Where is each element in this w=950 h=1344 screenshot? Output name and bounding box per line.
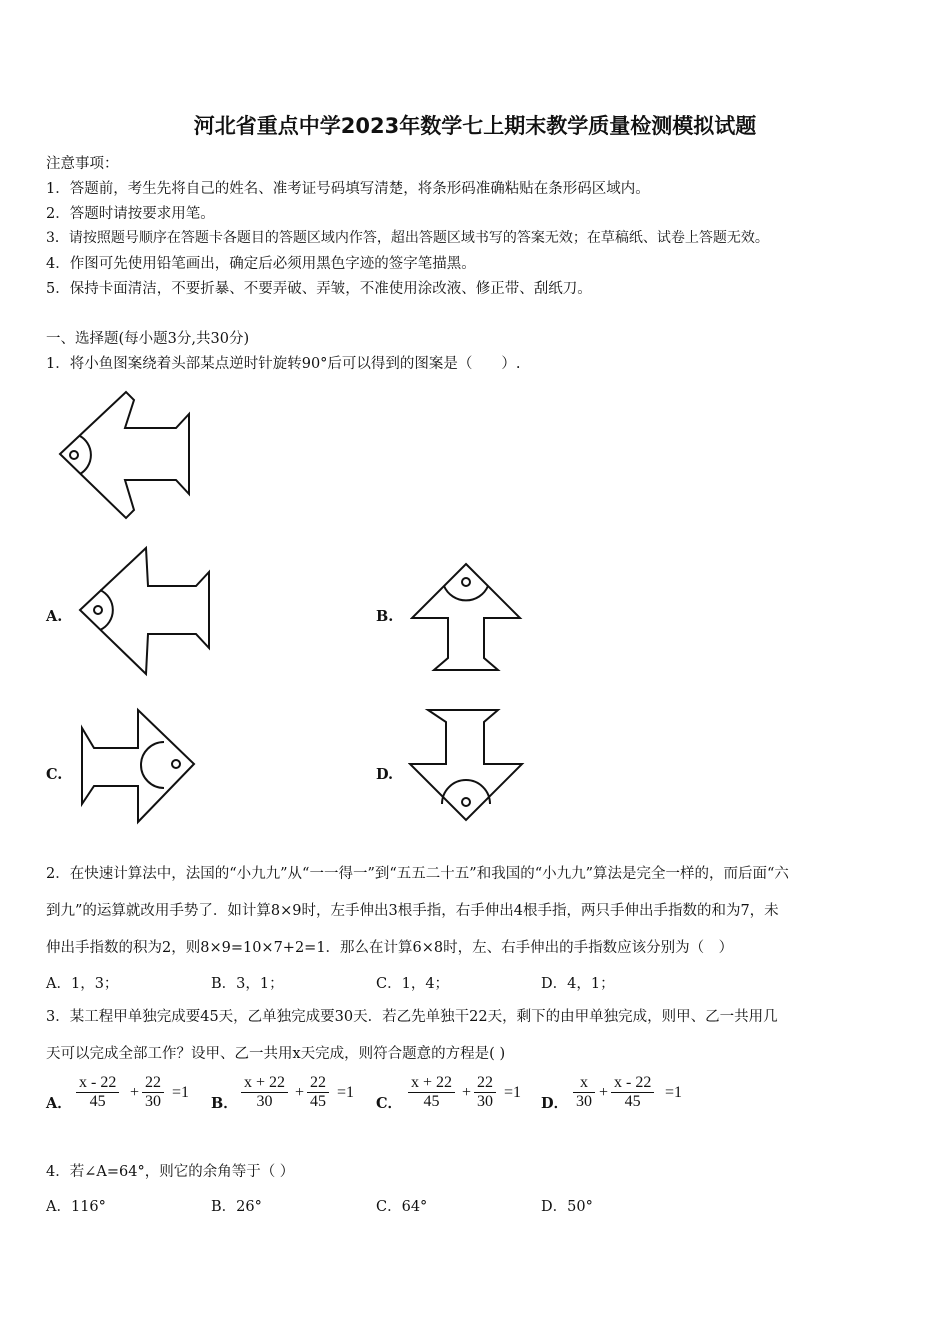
- question-1-text: 1．将小鱼图案绕着头部某点逆时针旋转90°后可以得到的图案是（ ）.: [46, 356, 521, 372]
- fraction: [307, 1074, 329, 1111]
- notice-item: 2．答题时请按要求用笔。: [46, 206, 215, 222]
- q1-option-b-label: B.: [376, 608, 394, 625]
- q3-option-a[interactable]: [46, 1074, 206, 1124]
- section-heading: 一、选择题(每小题3分,共30分): [46, 331, 250, 347]
- fish-option-a-figure[interactable]: [76, 544, 216, 680]
- question-2-text: 2．在快速计算法中，法国的“小九九”从“一一得一”到“五五二十五”和我国的“小九九”算法是完全一样的，而后面“六: [46, 866, 789, 882]
- plus-sign: +: [462, 1084, 472, 1101]
- equals-one: =1: [172, 1084, 190, 1101]
- q3-option-label: C．: [376, 1095, 403, 1112]
- question-4-text: 4．若∠A=64°，则它的余角等于（ ）: [46, 1164, 295, 1180]
- fraction-numerator: x: [580, 1074, 588, 1091]
- q2-option-d[interactable]: D．4，1；: [541, 976, 615, 992]
- question-3-text: 3．某工程甲单独完成要45天，乙单独完成要30天．若乙先单独干22天，剩下的由甲单独完成，则甲、乙一共用几: [46, 1009, 778, 1025]
- fraction-numerator: x + 22: [244, 1074, 286, 1091]
- q3-option-label: A．: [46, 1095, 72, 1112]
- q4-option-c[interactable]: C．64°: [376, 1199, 428, 1215]
- equals-one: =1: [337, 1084, 355, 1101]
- fraction-numerator: x - 22: [614, 1074, 652, 1091]
- fish-option-b-figure[interactable]: [410, 562, 526, 674]
- q4-option-b[interactable]: B．26°: [211, 1199, 262, 1215]
- question-2-text: 到九”的运算就改用手势了．如计算8×9时，左手伸出3根手指，右手伸出4根手指，两只手伸出手指数的和为7，未: [46, 903, 779, 919]
- fraction-denominator: 45: [76, 1092, 119, 1111]
- plus-sign: +: [130, 1084, 140, 1101]
- q4-option-a[interactable]: A．116°: [46, 1199, 106, 1215]
- q3-option-label: D．: [541, 1095, 569, 1112]
- q3-option-b[interactable]: [211, 1074, 371, 1124]
- q4-option-d[interactable]: D．50°: [541, 1199, 593, 1215]
- fraction-denominator: 30: [142, 1092, 164, 1111]
- fraction-denominator: 45: [307, 1092, 329, 1111]
- fraction: [573, 1074, 595, 1111]
- notice-heading: 注意事项：: [46, 156, 119, 172]
- fraction: [142, 1074, 164, 1111]
- fraction-denominator: 30: [474, 1092, 496, 1111]
- fraction: [611, 1074, 654, 1111]
- fraction-denominator: 30: [241, 1092, 288, 1111]
- q2-option-c[interactable]: C．1，4；: [376, 976, 450, 992]
- fraction: [474, 1074, 496, 1111]
- plus-sign: +: [295, 1084, 305, 1101]
- exam-title: 河北省重点中学2023年数学七上期末教学质量检测模拟试题: [193, 114, 757, 138]
- q1-option-d-label: D.: [376, 766, 394, 783]
- equals-one: =1: [504, 1084, 522, 1101]
- q2-option-b[interactable]: B．3，1；: [211, 976, 284, 992]
- question-2-text: 伸出手指数的积为2，则8×9=10×7+2=1．那么在计算6×8时，左、右手伸出的手指数应该分别为（ ）: [46, 940, 734, 956]
- fish-option-d-figure[interactable]: [408, 708, 528, 826]
- notice-item: 5．保持卡面清洁，不要折暴、不要弄破、弄皱，不准使用涂改液、修正带、刮纸刀。: [46, 281, 592, 297]
- fraction: [76, 1074, 119, 1111]
- fraction-denominator: 45: [611, 1092, 654, 1111]
- notice-item: 3．请按照题号顺序在答题卡各题目的答题区域内作答，超出答题区域书写的答案无效；在草稿纸、试卷上答题无效。: [46, 230, 769, 246]
- q1-option-c-label: C.: [46, 766, 63, 783]
- fraction: [241, 1074, 288, 1111]
- fraction-numerator: 22: [145, 1074, 161, 1091]
- question-3-text: 天可以完成全部工作？设甲、乙一共用x天完成，则符合题意的方程是( ): [46, 1046, 506, 1062]
- notice-item: 4．作图可先使用铅笔画出，确定后必须用黑色字迹的签字笔描黑。: [46, 256, 476, 272]
- q3-option-c[interactable]: [376, 1074, 536, 1124]
- q3-option-label: B．: [211, 1095, 238, 1112]
- fraction-numerator: 22: [310, 1074, 326, 1091]
- q3-option-d[interactable]: [541, 1074, 701, 1124]
- notice-item: 1．答题前，考生先将自己的姓名、准考证号码填写清楚，将条形码准确粘贴在条形码区域内。: [46, 181, 650, 197]
- fraction-denominator: 30: [573, 1092, 595, 1111]
- equals-one: =1: [665, 1084, 683, 1101]
- fish-original-figure: [56, 388, 196, 524]
- plus-sign: +: [599, 1084, 609, 1101]
- fish-option-c-figure[interactable]: [80, 706, 200, 826]
- fraction-numerator: x + 22: [411, 1074, 453, 1091]
- q2-option-a[interactable]: A．1，3；: [46, 976, 119, 992]
- fraction-denominator: 45: [408, 1092, 455, 1111]
- fraction-numerator: 22: [477, 1074, 493, 1091]
- fraction-numerator: x - 22: [79, 1074, 117, 1091]
- q1-option-a-label: A.: [46, 608, 63, 625]
- fraction: [408, 1074, 455, 1111]
